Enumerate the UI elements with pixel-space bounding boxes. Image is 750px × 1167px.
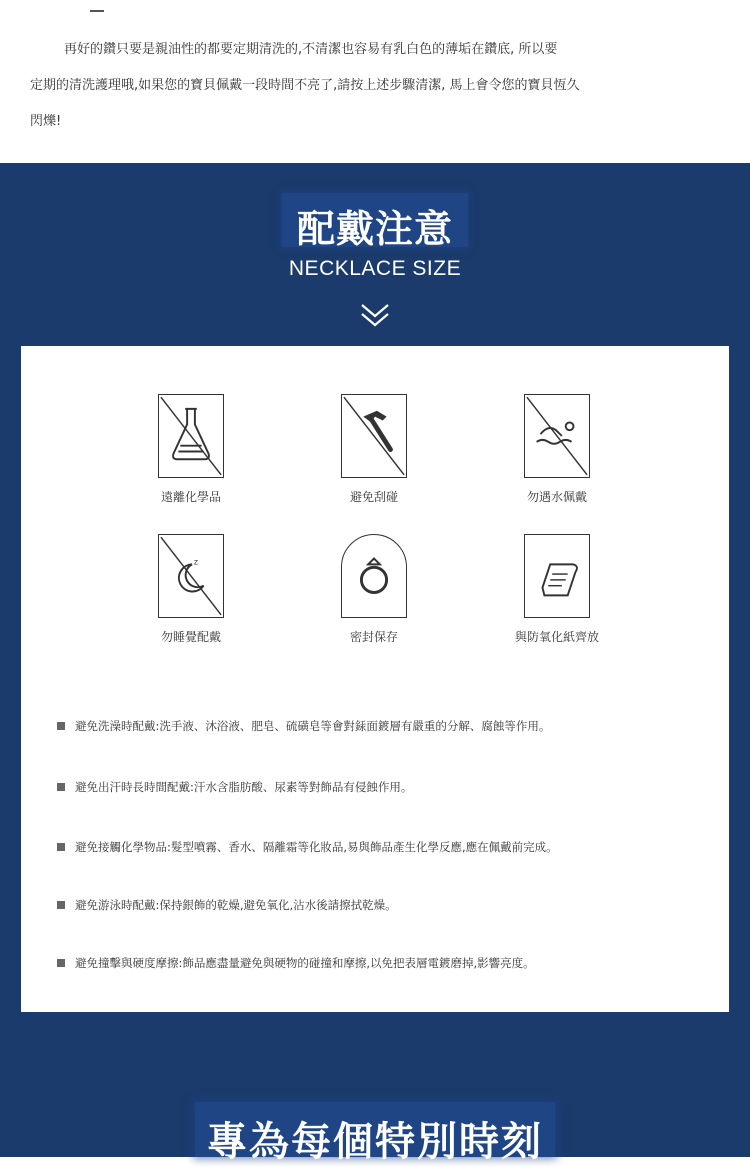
icon-label: 遠離化學品 xyxy=(160,490,221,504)
bullet-square-icon xyxy=(57,843,65,851)
no-sleep-icon xyxy=(158,534,224,618)
anti-oxidation-paper-icon xyxy=(524,534,590,618)
icon-label: 密封保存 xyxy=(349,630,398,644)
care-tip: 避免游泳時配戴:保持銀飾的乾燥,避免氧化,沾水後請擦拭乾燥。 xyxy=(75,898,397,912)
icon-label: 勿睡覺配戴 xyxy=(160,630,221,644)
care-tip: 避免出汗時長時間配戴:汗水含脂肪酸、尿素等對飾品有侵蝕作用。 xyxy=(75,780,413,794)
no-chemicals-icon xyxy=(158,394,224,478)
list-item xyxy=(57,839,697,855)
intro-paragraph xyxy=(30,32,730,140)
intro-line-2: 定期的清洗護理哦,如果您的寶貝佩戴一段時間不亮了,請按上述步驟清潔, 馬上會令您的寶貝恆久 xyxy=(30,78,580,93)
double-chevron-down-icon xyxy=(358,301,392,329)
divider xyxy=(90,10,104,12)
care-card xyxy=(21,346,729,1012)
svg-text:z: z xyxy=(193,557,198,567)
intro-line-1: 再好的鑽只要是親油性的都要定期清洗的,不清潔也容易有乳白色的薄垢在鑽底, 所以要 xyxy=(64,42,558,57)
list-item xyxy=(57,897,697,913)
bullet-square-icon xyxy=(57,901,65,909)
no-swimming-icon xyxy=(524,394,590,478)
icon-label: 與防氧化紙齊放 xyxy=(514,630,599,644)
icon-label: 避免刮碰 xyxy=(349,490,398,504)
section-title: 配戴注意 xyxy=(296,207,453,251)
bullet-square-icon xyxy=(57,722,65,730)
list-item xyxy=(57,955,697,971)
care-tip: 避免洗澡時配戴:洗手液、沐浴液、肥皂、硫磺皂等會對銾面鍍層有嚴重的分解、腐蝕等作用。 xyxy=(75,719,551,733)
list-item xyxy=(57,779,697,795)
care-tip: 避免撞擊與硬度摩擦:飾品應盡量避免與硬物的碰撞和摩擦,以免把表層電鍍磨掉,影響亮度。 xyxy=(75,956,535,970)
section-subtitle: NECKLACE SIZE xyxy=(288,257,462,280)
no-hammer-icon xyxy=(341,394,407,478)
sealed-ring-icon xyxy=(341,534,407,618)
footer-title: 專為每個特別時刻 xyxy=(207,1119,543,1165)
icon-label: 勿遇水佩戴 xyxy=(526,490,587,504)
care-tip: 避免接觸化學物品:髮型噴霧、香水、隔離霜等化妝品,易與飾品產生化學反應,應在佩戴前完成。 xyxy=(75,840,558,854)
list-item xyxy=(57,718,697,734)
intro-line-3: 閃爍! xyxy=(30,114,62,129)
bullet-square-icon xyxy=(57,959,65,967)
intro-section xyxy=(0,0,750,163)
bullet-square-icon xyxy=(57,783,65,791)
